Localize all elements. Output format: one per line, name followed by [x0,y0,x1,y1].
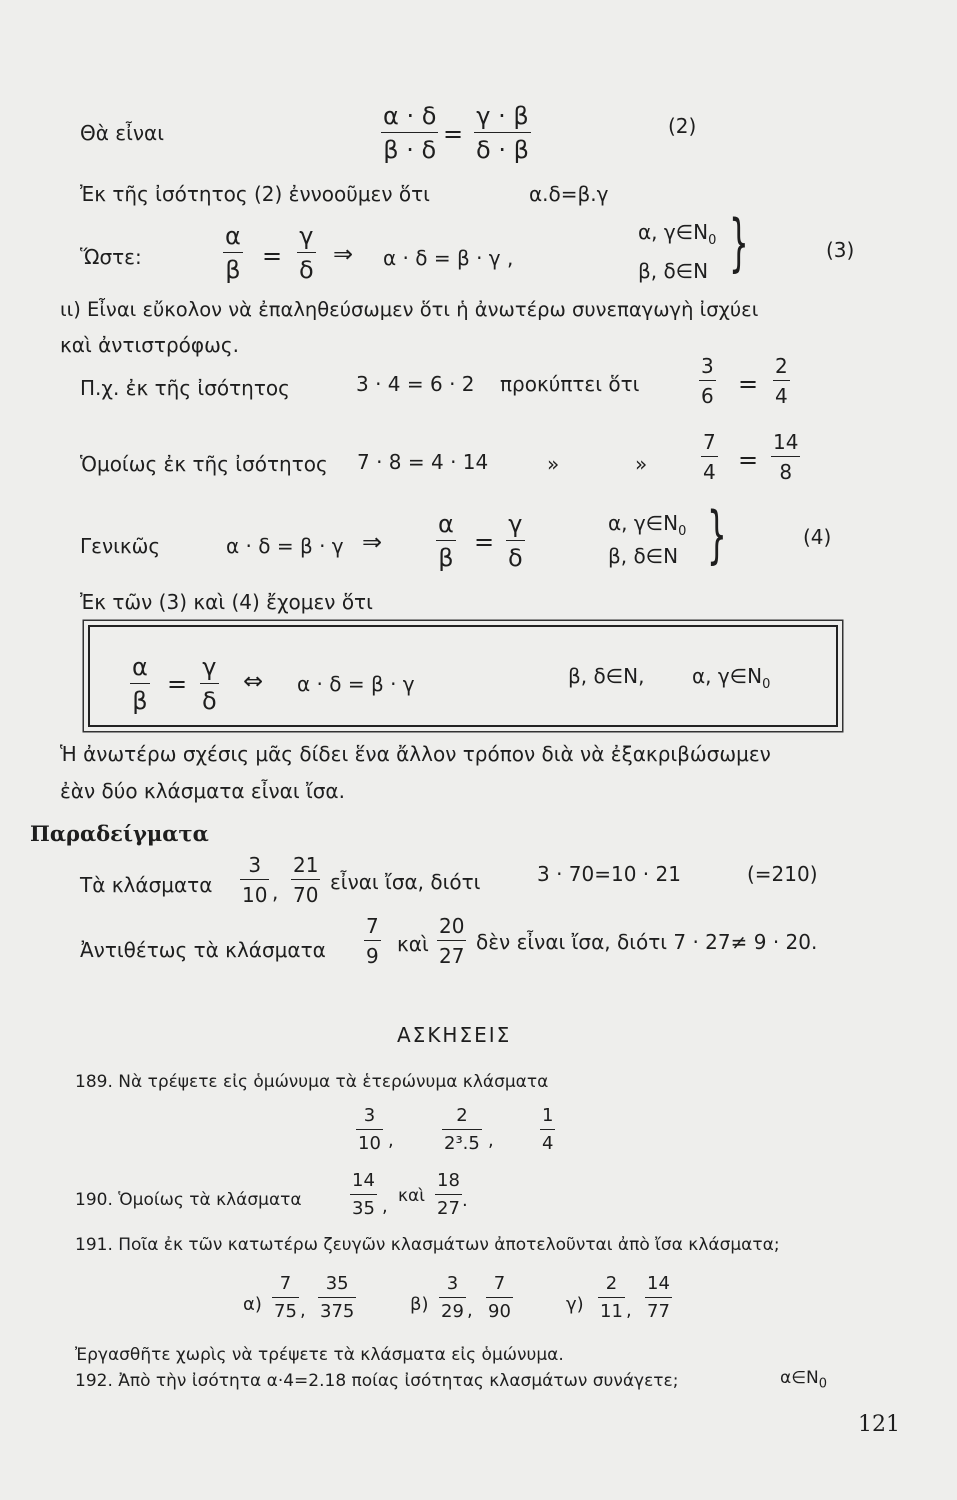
fraction [240,855,269,905]
exercise-190: 190. Ὁμοίως τὰ κλάσματα [75,1190,302,1210]
denominator: β [438,544,454,572]
exercise-condition: $\alpha\in N_0$ [780,1368,828,1392]
exercise-191: 191. Ποῖα ἐκ τῶν κατωτέρω ζευγῶν κλασμάτων ἀποτελοῦνται ἀπὸ ἴσα κλάσματα; [75,1235,780,1255]
option-label: α) [243,1294,262,1315]
conjunction: καὶ [397,932,429,956]
numerator: 2 [605,1273,618,1294]
fraction [439,1275,466,1321]
numerator: 3 [701,354,714,378]
fraction [474,104,531,162]
numerator: α [438,510,454,538]
denominator: 10 [242,883,268,907]
equals-sign: = [443,120,464,148]
comma: , [467,1300,473,1321]
fraction [356,1107,383,1153]
numerator: 7 [493,1273,506,1294]
denominator: β · δ [383,136,437,164]
fraction [645,1275,672,1321]
denominator: 27 [439,944,465,968]
condition: α, $\gamma\in N_0$ [608,511,687,539]
fraction [350,1172,377,1218]
numerator: 14 [352,1170,375,1191]
denominator: 375 [320,1301,355,1322]
ditto-mark: » [635,452,648,476]
numerator: 2 [775,354,788,378]
example-text: προκύπτει ὅτι [500,372,640,396]
denominator: 70 [293,883,319,907]
fraction [297,224,316,282]
comma: , [388,1130,394,1151]
box-condition: α, $\gamma\in N_0$ [692,664,771,692]
general-expression: α · δ = β · γ [226,534,344,558]
period: . [462,1190,468,1211]
numerator: γ · β [476,102,529,130]
fraction [130,655,150,713]
equation-tag: (2) [668,114,697,138]
right-brace-icon: } [707,498,727,571]
numerator: α [132,653,148,681]
section-heading: Παραδείγματα [30,821,209,846]
numerator: 3 [446,1273,459,1294]
line3-expression: α · δ = β · γ , [383,246,514,270]
comma: , [626,1300,632,1321]
iff-arrow-icon: ⇔ [243,667,264,695]
comma: , [488,1130,494,1151]
equation-tag: (3) [826,238,855,262]
example-lead: Τὰ κλάσματα [80,873,213,897]
fraction [436,512,456,570]
example-note: (=210) [747,862,818,886]
denominator: 6 [701,384,714,408]
denominator: 90 [488,1301,511,1322]
numerator: 3 [363,1105,376,1126]
numerator: 14 [773,430,799,454]
numerator: 14 [647,1273,670,1294]
line2-expression: α.δ=β.γ [529,182,609,206]
conjunction: καὶ [398,1186,425,1206]
numerator: 7 [279,1273,292,1294]
paragraph-line: καὶ ἀντιστρόφως. [60,333,239,357]
equals-sign: = [738,370,759,398]
denominator: 4 [703,460,716,484]
denominator: 10 [358,1133,381,1154]
implies-arrow-icon: ⇒ [333,240,354,268]
box-condition: β, δ∈N, [568,664,645,688]
numerator: 2 [456,1105,468,1126]
fraction [364,916,381,966]
comma: , [272,880,279,904]
denominator: δ [508,544,523,572]
example-text: Ὁμοίως ἐκ τῆς ἰσότητος [80,452,328,476]
numerator: γ [508,510,523,538]
instruction: Ἐργασθῆτε χωρὶς νὰ τρέψετε τὰ κλάσματα εἰς ὁμώνυμα. [75,1345,564,1365]
example-text: δὲν εἶναι ἴσα, διότι 7 · 27≠ 9 · 20. [476,930,818,954]
example-expression: 7 · 8 = 4 · 14 [357,450,489,474]
denominator: β [225,256,241,284]
conclusion-text: Ἐκ τῶν (3) καὶ (4) ἔχομεν ὅτι [80,590,373,614]
example-text: εἶναι ἴσα, διότι [330,870,481,894]
example-lead: Ἀντιθέτως τὰ κλάσματα [80,938,326,962]
denominator: 9 [366,944,379,968]
equals-sign: = [167,670,188,698]
numerator: 35 [325,1273,349,1294]
numerator: α [225,222,241,250]
fraction [291,855,320,905]
line2-text: Ἐκ τῆς ἰσότητος (2) ἐννοοῦμεν ὅτι [80,182,430,206]
fraction [442,1107,482,1153]
denominator: δ [202,687,217,715]
example-expression: 3 · 70=10 · 21 [537,862,681,886]
equation-tag: (4) [803,525,832,549]
numerator: 18 [437,1170,460,1191]
fraction [598,1275,625,1321]
option-label: β) [410,1294,429,1315]
exercise-189: 189. Νὰ τρέψετε εἰς ὁμώνυμα τὰ ἑτερώνυμα κλάσματα [75,1072,549,1092]
equals-sign: = [474,528,495,556]
fraction [223,224,243,282]
comma: , [382,1196,388,1217]
numerator: 7 [703,430,716,454]
denominator: 75 [274,1301,297,1322]
numerator: 1 [542,1105,554,1126]
fraction [701,432,718,482]
fraction [272,1275,299,1321]
fraction [773,356,790,406]
denominator: 4 [775,384,788,408]
denominator: 8 [779,460,793,484]
denominator: 29 [441,1301,464,1322]
comma: , [300,1300,306,1321]
paragraph-line: Ἡ ἀνωτέρω σχέσις μᾶς δίδει ἕνα ἄλλον τρόπον διὰ νὰ ἐξακριβώσωμεν [60,742,771,766]
denominator: 35 [352,1198,375,1219]
right-brace-icon: } [729,206,749,279]
denominator: δ [299,256,314,284]
condition: β, δ∈N [638,259,709,283]
denominator: 2³.5 [444,1133,480,1154]
exercise-192: 192. Ἀπὸ τὴν ἰσότητα α·4=2.18 ποίας ἰσότητας κλασμάτων συνάγετε; [75,1371,679,1391]
denominator: 11 [600,1301,623,1322]
denominator: 4 [542,1133,554,1154]
fraction [435,1172,462,1218]
line1-lead: Θὰ εἶναι [80,121,164,145]
numerator: γ [202,653,217,681]
page-number: 121 [858,1412,900,1437]
denominator: 27 [437,1198,460,1219]
condition: β, δ∈N [608,544,679,568]
numerator: 20 [439,914,465,938]
condition: α, $\gamma\in N_0$ [638,220,717,248]
denominator: 77 [647,1301,670,1322]
line3-lead: Ὥστε: [80,245,142,269]
equals-sign: = [738,446,759,474]
fraction [506,512,525,570]
numerator: 7 [366,914,379,938]
fraction [437,916,466,966]
exercises-heading: ΑΣΚΗΣΕΙΣ [397,1023,512,1047]
numerator: α · δ [383,102,437,130]
paragraph-line: ιι) Εἶναι εὔκολον νὰ ἐπαληθεύσωμεν ὅτι ἡ ἀνωτέρω συνεπαγωγὴ ἰσχύει [60,298,759,321]
fraction [381,104,438,162]
numerator: 21 [293,853,319,877]
example-text: Π.χ. ἐκ τῆς ἰσότητος [80,376,290,400]
equals-sign: = [262,242,283,270]
denominator: β [132,687,148,715]
example-expression: 3 · 4 = 6 · 2 [356,372,475,396]
numerator: 3 [248,853,262,877]
ditto-mark: » [547,452,560,476]
fraction [200,655,219,713]
general-lead: Γενικῶς [80,534,161,558]
paragraph-line: ἐὰν δύο κλάσματα εἶναι ἴσα. [60,779,345,803]
fraction [699,356,716,406]
fraction [540,1107,555,1153]
numerator: γ [299,222,314,250]
option-label: γ) [566,1294,584,1315]
fraction [771,432,800,482]
implies-arrow-icon: ⇒ [362,528,383,556]
box-expression: α · δ = β · γ [297,672,415,696]
fraction [318,1275,356,1321]
denominator: δ · β [476,136,529,164]
fraction [486,1275,513,1321]
